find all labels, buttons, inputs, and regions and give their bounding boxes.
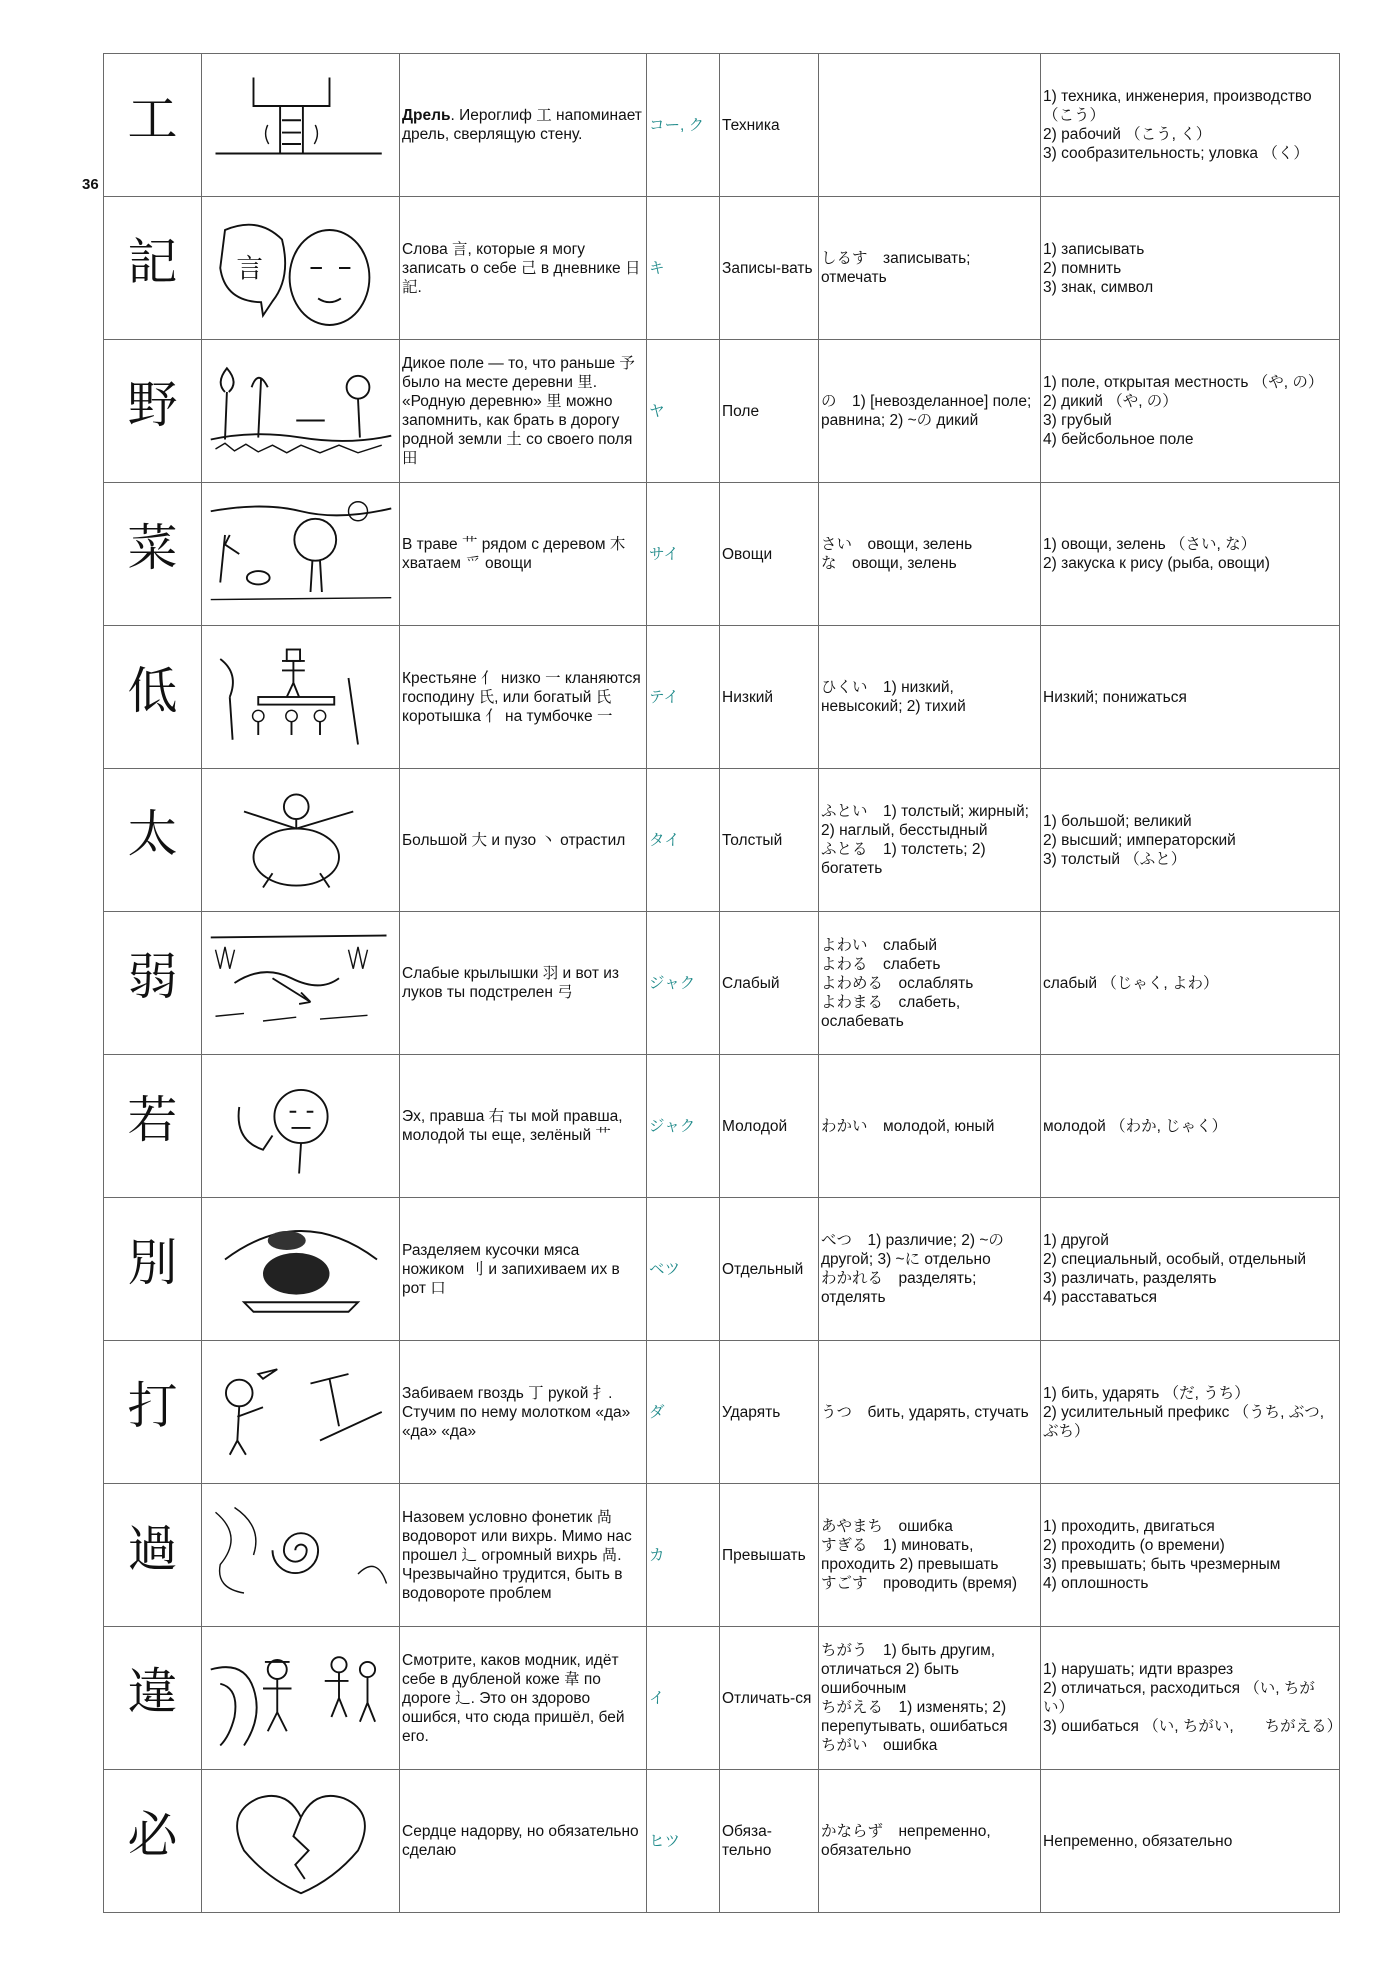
kanji-glyph: 違 [127,1662,178,1721]
table-row [104,1055,1340,1198]
onyomi-cell: テイ [647,626,720,769]
meanings-cell [1041,1341,1340,1484]
meanings-cell [1041,769,1340,912]
kanji-cell [104,1198,202,1341]
kanji-cell [104,626,202,769]
onyomi-cell: カ [647,1484,720,1627]
kunyomi-cell [819,483,1041,626]
field-icon [206,352,396,470]
kanji-cell [104,54,202,197]
kunyomi-line: ちがい ошибка [821,1737,938,1754]
illustration-cell [202,197,400,340]
kunyomi-line: ふとい 1) толстый; жирный; 2) наглый, бесстыдный [821,803,1029,839]
keyword-cell: Отдельный [720,1198,819,1341]
meaning-line: 1) нарушать; идти вразрез [1043,1661,1234,1678]
meaning-line: 2) помнить [1043,259,1122,277]
keyword-cell: Молодой [720,1055,819,1198]
kunyomi-cell [819,912,1041,1055]
table-row [104,626,1340,769]
onyomi-cell: イ [647,1627,720,1770]
meaning-line: Непременно, обязательно [1043,1832,1233,1850]
meanings-cell [1041,54,1340,197]
young-face-icon [206,1067,396,1185]
page-number: 36 [82,176,99,193]
mnemonic-text: Крестьяне 亻 низко 一 кланяются господину 氏, или богатый 氏 коротышка 亻 на тумбочке 一 [402,669,641,725]
meaning-line: слабый （じゃく, よわ） [1043,974,1219,992]
mnemonic-text: . Иероглиф 工 напоминает дрель, сверлящую стену. [402,107,642,143]
broken-heart-icon [206,1782,396,1900]
kanji-cell [104,1055,202,1198]
meanings-cell [1041,1484,1340,1627]
table-row [104,197,1340,340]
meaning-line: молодой （わか, じゃく） [1043,1117,1228,1135]
table-row [104,1198,1340,1341]
kanji-table [103,53,1343,1913]
illustration-cell [202,1055,400,1198]
kanji-glyph: 必 [127,1805,178,1864]
meaning-line: 1) бить, ударять （だ, うち） [1043,1384,1250,1402]
kunyomi-cell [819,769,1041,912]
meaning-line: 2) усилительный префикс （うち, ぶつ, ぶち） [1043,1403,1325,1440]
kunyomi-line: ちがう 1) быть другим, отличаться 2) быть ошибочным [821,1642,996,1697]
mnemonic-text: Слова 言, которые я могу записать о себе 己 в дневнике 日記. [402,240,641,296]
meanings-cell [1041,1055,1340,1198]
kunyomi-cell [819,54,1041,197]
road-people-icon [206,1639,396,1757]
onyomi-cell: コー, ク [647,54,720,197]
illustration-cell [202,626,400,769]
keyword-cell: Толстый [720,769,819,912]
kunyomi-line: な овощи, зелень [821,555,957,572]
meanings-cell [1041,912,1340,1055]
onyomi-cell: タイ [647,769,720,912]
illustration-cell [202,54,400,197]
kunyomi-cell [819,1770,1041,1913]
kunyomi-cell [819,1198,1041,1341]
kanji-glyph: 過 [127,1519,178,1578]
meaning-line: 3) ошибаться （い, ちがい, ちがえる） [1043,1718,1343,1735]
meaning-line: 4) расставаться [1043,1289,1158,1306]
meaning-line: 1) проходить, двигаться [1043,1518,1215,1535]
kunyomi-line: あやまち ошибка [821,1518,953,1535]
onyomi-cell: キ [647,197,720,340]
mnemonic-text: Слабые крылышки 羽 и вот из луков ты подстрелен 弓 [402,965,619,1001]
mnemonic-cell [400,1770,647,1913]
onyomi-cell: ジャク [647,912,720,1055]
table-row [104,1770,1340,1913]
kanji-cell [104,912,202,1055]
kanji-cell [104,340,202,483]
meaning-line: 3) грубый [1043,412,1112,429]
table-row [104,1341,1340,1484]
meaning-line: 3) знак, символ [1043,278,1154,296]
meanings-cell [1041,1198,1340,1341]
mnemonic-cell [400,1055,647,1198]
drill-icon [206,66,396,184]
meaning-line: 2) рабочий （こう, く） [1043,126,1212,143]
mnemonic-text: Смотрите, каков модник, идёт себе в дубленой коже 韋 по дороге 辶. Это он здорово ошибся, что сюда пришёл, бей его. [402,1651,625,1745]
meaning-line: 2) дикий （や, の） [1043,393,1178,410]
kunyomi-line: すぎる 1) миновать, проходить 2) превышать [821,1537,999,1573]
keyword-cell: Низкий [720,626,819,769]
mnemonic-text: Большой 大 и пузо 丶 отрастил [402,831,626,849]
kunyomi-line: べつ 1) различие; 2) ~の другой; 3) ~に отдельно [821,1232,1004,1268]
meaning-line: 3) сообразительность; уловка （く） [1043,145,1309,162]
meaning-line: 1) большой; великий [1043,812,1192,830]
table-row [104,340,1340,483]
kanji-glyph: 菜 [127,518,178,577]
meaning-line: 2) высший; императорский [1043,831,1236,849]
kanji-cell [104,769,202,912]
mnemonic-cell [400,1341,647,1484]
peasants-icon [206,638,396,756]
mnemonic-cell [400,197,647,340]
meanings-cell [1041,340,1340,483]
mnemonic-text: Забиваем гвоздь 丁 рукой 扌. Стучим по нему молотком «да» «да» «да» [402,1384,631,1440]
mnemonic-cell [400,1627,647,1770]
meaning-line: 4) бейсбольное поле [1043,431,1194,448]
illustration-cell [202,1484,400,1627]
keyword-cell: Отличать-ся [720,1627,819,1770]
meaning-line: 2) специальный, особый, отдельный [1043,1251,1307,1268]
kunyomi-line: わかれる разделять; отделять [821,1270,977,1306]
mnemonic-cell [400,340,647,483]
meaning-line: 3) превышать; быть чрезмерным [1043,1556,1281,1573]
eater-icon [206,1210,396,1328]
kunyomi-line: よわる слабеть [821,955,941,973]
kanji-cell [104,483,202,626]
meanings-cell [1041,483,1340,626]
illustration-cell [202,1627,400,1770]
mnemonic-cell [400,483,647,626]
table-row [104,912,1340,1055]
keyword-cell: Техника [720,54,819,197]
onyomi-cell: ヤ [647,340,720,483]
onyomi-cell: ヒツ [647,1770,720,1913]
meaning-line: 2) отличаться, расходиться （い, ちがい） [1043,1680,1315,1716]
keyword-cell: Овощи [720,483,819,626]
wounded-bird-icon [206,924,396,1042]
meaning-line: 4) оплошность [1043,1575,1149,1592]
kanji-cell [104,1770,202,1913]
keyword-cell: Поле [720,340,819,483]
kunyomi-line: ちがえる 1) изменять; 2) перепутывать, ошибаться [821,1699,1008,1735]
mnemonic-cell [400,1484,647,1627]
kunyomi-line: すごす проводить (время) [821,1575,1018,1592]
kanji-glyph: 若 [127,1090,178,1149]
mnemonic-cell [400,1198,647,1341]
table-row [104,1484,1340,1627]
whirlwind-icon [206,1496,396,1614]
table-row [104,483,1340,626]
kunyomi-line: ひくい 1) низкий, невысокий; 2) тихий [821,679,966,715]
meaning-line: 2) закуска к рису (рыба, овощи) [1043,555,1270,572]
kunyomi-line: わかい молодой, юный [821,1117,995,1135]
meanings-cell [1041,626,1340,769]
face-speech-icon [206,209,396,327]
kanji-glyph: 記 [127,232,178,291]
kanji-cell [104,1627,202,1770]
svg-text:言: 言 [235,253,263,285]
kanji-cell [104,197,202,340]
onyomi-cell: ダ [647,1341,720,1484]
kunyomi-line: うつ бить, ударять, стучать [821,1403,1029,1421]
table-row [104,54,1340,197]
kunyomi-line: よわまる слабеть, ослабевать [821,993,961,1030]
mnemonic-text: Дикое поле — то, что раньше 予 было на месте деревни 里. «Родную деревню» 里 можно запомнить, как брать в дорогу родной земли 土 со своего поля 田 [402,355,635,467]
keyword-cell: Ударять [720,1341,819,1484]
meanings-cell [1041,197,1340,340]
table-row [104,769,1340,912]
keyword-cell: Обяза-тельно [720,1770,819,1913]
kunyomi-line: よわめる ослаблять [821,974,974,992]
mnemonic-title: Дрель [402,107,451,124]
onyomi-cell: ベツ [647,1198,720,1341]
meaning-line: 1) другой [1043,1232,1109,1249]
kunyomi-cell [819,1484,1041,1627]
meaning-line: 1) овощи, зелень （さい, な） [1043,536,1257,553]
kunyomi-line: かならず непременно, обязательно [821,1823,991,1859]
illustration-cell [202,769,400,912]
mnemonic-text: Эх, правша 右 ты мой правша, молодой ты еще, зелёный 艹 [402,1108,623,1144]
illustration-cell [202,912,400,1055]
kanji-glyph: 低 [127,661,178,720]
illustration-cell [202,1770,400,1913]
mnemonic-cell [400,769,647,912]
kanji-glyph: 野 [127,375,178,434]
illustration-cell [202,340,400,483]
illustration-cell [202,483,400,626]
kunyomi-line: ふとる 1) толстеть; 2) богатеть [821,841,986,877]
mnemonic-cell [400,912,647,1055]
kunyomi-line: しるす записывать; отмечать [821,250,971,286]
kunyomi-line: の 1) [невозделанное] поле; равнина; 2) ~の дикий [821,393,1032,429]
onyomi-cell: サイ [647,483,720,626]
keyword-cell: Превышать [720,1484,819,1627]
hammer-icon [206,1353,396,1471]
kanji-glyph: 弱 [127,947,178,1006]
kunyomi-line: さい овощи, зелень [821,536,973,553]
meanings-cell [1041,1770,1340,1913]
kanji-cell [104,1484,202,1627]
meanings-cell [1041,1627,1343,1770]
table-row [104,1627,1340,1770]
onyomi-cell: ジャク [647,1055,720,1198]
meaning-line: 1) записывать [1043,240,1145,258]
kunyomi-cell [819,1627,1041,1770]
kunyomi-cell [819,1341,1041,1484]
mnemonic-text: Назовем условно фонетик 咼 водоворот или вихрь. Мимо нас прошел 辶 огромный вихрь 咼. Чрезвычайно трудится, быть в водовороте проблем [402,1508,632,1602]
kunyomi-cell [819,1055,1041,1198]
meaning-line: 3) различать, разделять [1043,1270,1217,1287]
garden-icon [206,495,396,613]
meaning-line: 1) техника, инженерия, производство （こう） [1043,88,1312,124]
kanji-glyph: 打 [127,1376,178,1435]
kanji-cell [104,1341,202,1484]
kanji-glyph: 工 [127,89,178,148]
keyword-cell: Слабый [720,912,819,1055]
kunyomi-line: よわい слабый [821,936,938,954]
fat-man-icon [206,781,396,899]
meaning-line: Низкий; понижаться [1043,688,1187,706]
meaning-line: 2) проходить (о времени) [1043,1537,1225,1554]
kanji-glyph: 太 [127,804,178,863]
keyword-cell: Записы-вать [720,197,819,340]
kunyomi-cell [819,340,1041,483]
kunyomi-cell [819,626,1041,769]
mnemonic-cell [400,54,647,197]
meaning-line: 1) поле, открытая местность （や, の） [1043,374,1324,391]
kunyomi-cell [819,197,1041,340]
illustration-cell [202,1341,400,1484]
mnemonic-text: Разделяем кусочки мяса ножиком 刂 и запихиваем их в рот 口 [402,1241,620,1297]
mnemonic-text: В траве 艹 рядом с деревом 木 хватаем 爫 овощи [402,536,626,572]
illustration-cell [202,1198,400,1341]
meaning-line: 3) толстый （ふと） [1043,850,1187,868]
kanji-glyph: 別 [127,1233,178,1292]
mnemonic-text: Сердце надорву, но обязательно сделаю [402,1823,639,1859]
mnemonic-cell [400,626,647,769]
